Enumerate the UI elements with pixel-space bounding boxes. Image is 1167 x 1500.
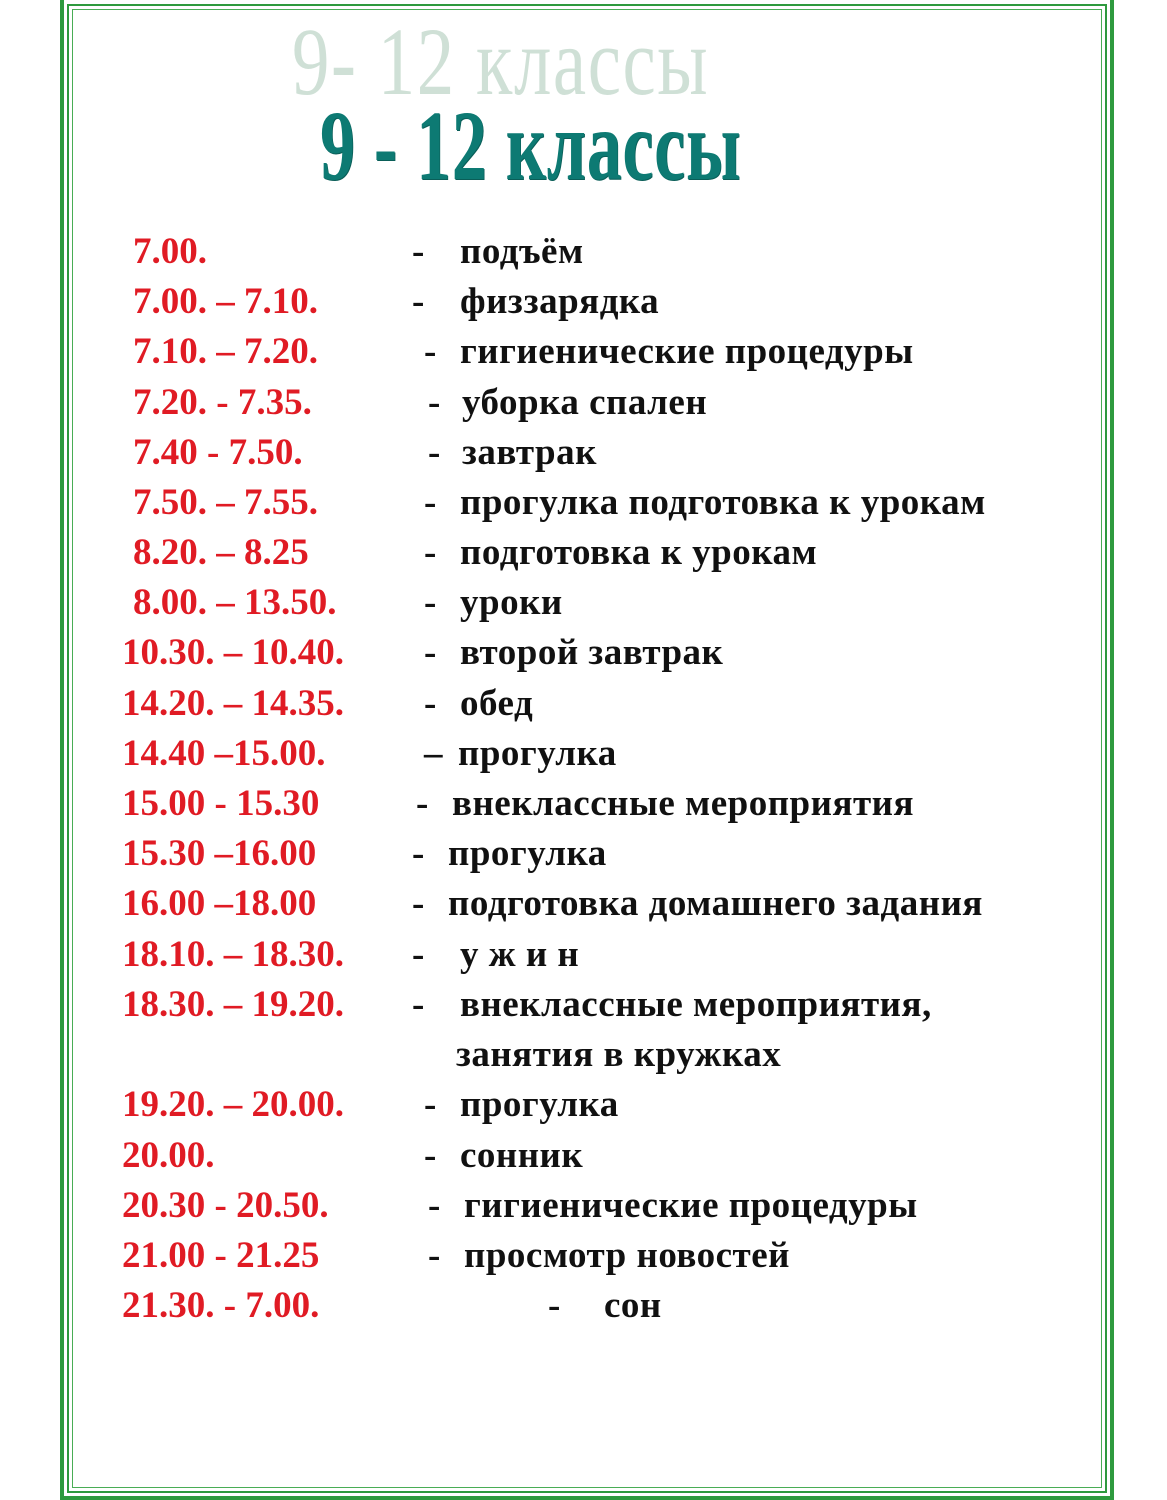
schedule-time: 20.30 - 20.50. (122, 1185, 329, 1226)
schedule-dash: - (428, 382, 441, 423)
schedule-time: 8.00. – 13.50. (133, 582, 337, 623)
schedule-dash: - (424, 632, 437, 673)
schedule-time: 7.40 - 7.50. (133, 432, 303, 473)
schedule-activity: прогулка (448, 833, 607, 874)
schedule-time: 18.10. – 18.30. (122, 934, 344, 975)
schedule-dash: - (428, 432, 441, 473)
schedule-activity: второй завтрак (460, 632, 724, 673)
schedule-dash: - (412, 984, 425, 1025)
schedule-time: 7.00. (133, 231, 207, 272)
schedule-activity: сон (604, 1285, 662, 1326)
schedule-activity: завтрак (462, 432, 597, 473)
schedule-activity: подготовка к урокам (460, 532, 818, 573)
schedule-activity: гигиенические процедуры (464, 1185, 918, 1226)
schedule-dash: - (424, 1084, 437, 1125)
schedule-activity: уборка спален (462, 382, 708, 423)
schedule-time: 21.00 - 21.25 (122, 1235, 320, 1276)
schedule-activity: подготовка домашнего задания (448, 883, 983, 924)
schedule-dash: - (428, 1185, 441, 1226)
schedule-dash: - (424, 683, 437, 724)
schedule-dash: - (412, 833, 425, 874)
schedule-dash: - (416, 783, 429, 824)
schedule-time: 7.00. – 7.10. (133, 281, 318, 322)
schedule-activity-continuation: занятия в кружках (456, 1034, 782, 1075)
schedule-dash: - (424, 532, 437, 573)
schedule-activity: прогулка (458, 733, 617, 774)
schedule-time: 7.50. – 7.55. (133, 482, 318, 523)
schedule-dash: - (412, 883, 425, 924)
schedule-time: 18.30. – 19.20. (122, 984, 344, 1025)
schedule-time: 10.30. – 10.40. (122, 632, 344, 673)
schedule-dash: - (424, 582, 437, 623)
title-shadow: 9- 12 классы (292, 8, 710, 115)
schedule-activity: гигиенические процедуры (460, 331, 914, 372)
schedule-time: 14.20. – 14.35. (122, 683, 344, 724)
schedule-time: 20.00. (122, 1135, 215, 1176)
schedule-time: 15.30 –16.00 (122, 833, 317, 874)
schedule-activity: внеклассные мероприятия, (460, 984, 932, 1025)
schedule-activity: внеклассные мероприятия (452, 783, 914, 824)
schedule-time: 16.00 –18.00 (122, 883, 317, 924)
schedule-dash: - (424, 1135, 437, 1176)
schedule-activity: физзарядка (460, 281, 660, 322)
schedule-time: 21.30. - 7.00. (122, 1285, 320, 1326)
schedule-time: 7.10. – 7.20. (133, 331, 318, 372)
schedule-dash: - (424, 482, 437, 523)
schedule-activity: прогулка (460, 1084, 619, 1125)
schedule-time: 14.40 –15.00. (122, 733, 326, 774)
schedule-time: 19.20. – 20.00. (122, 1084, 344, 1125)
schedule-activity: обед (460, 683, 534, 724)
schedule-activity: уроки (460, 582, 563, 623)
schedule-dash: - (412, 934, 425, 975)
schedule-dash: - (428, 1235, 441, 1276)
schedule-activity: прогулка подготовка к урокам (460, 482, 986, 523)
schedule-time: 7.20. - 7.35. (133, 382, 312, 423)
schedule-time: 8.20. – 8.25 (133, 532, 309, 573)
schedule-dash: - (424, 331, 437, 372)
schedule-dash: - (412, 281, 425, 322)
schedule-dash: - (412, 231, 425, 272)
schedule-dash: – (424, 733, 443, 774)
schedule-activity: у ж и н (460, 934, 580, 975)
schedule-time: 15.00 - 15.30 (122, 783, 320, 824)
page-title: 9 - 12 классы (320, 90, 742, 201)
schedule-activity: просмотр новостей (464, 1235, 790, 1276)
schedule-activity: сонник (460, 1135, 584, 1176)
schedule-activity: подъём (460, 231, 584, 272)
schedule-dash: - (548, 1285, 561, 1326)
